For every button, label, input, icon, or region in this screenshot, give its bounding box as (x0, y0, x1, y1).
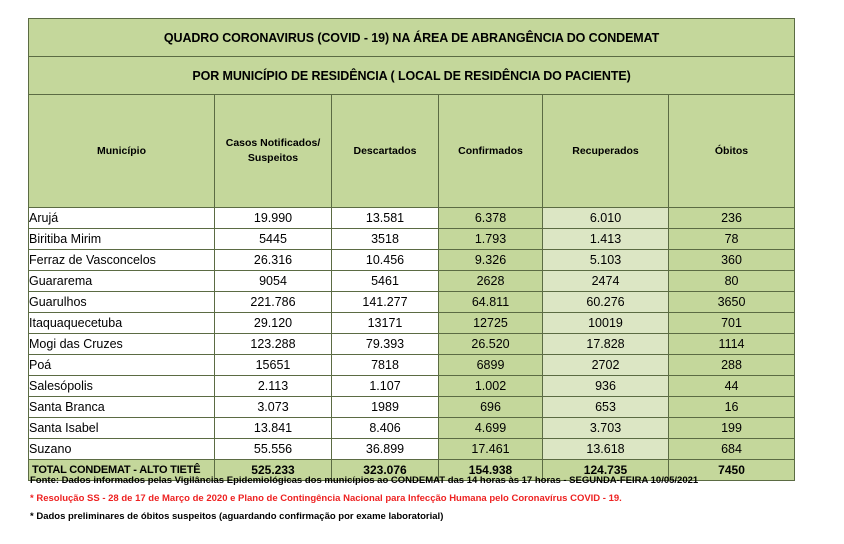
covid-report (28, 18, 794, 481)
total-confirmados: 154.938 (439, 460, 543, 481)
cell-recuperados: 2702 (543, 355, 669, 376)
column-header-confirmados: Confirmados (439, 95, 543, 208)
cell-descartados: 7818 (332, 355, 439, 376)
report-title-line-1: QUADRO CORONAVIRUS (COVID - 19) NA ÁREA DE ABRANGÊNCIA DO CONDEMAT (29, 19, 795, 57)
cell-recuperados: 2474 (543, 271, 669, 292)
cell-recuperados: 13.618 (543, 439, 669, 460)
title-row-2 (29, 57, 795, 95)
total-label: TOTAL CONDEMAT - ALTO TIETÊ (29, 460, 215, 481)
cell-confirmados: 4.699 (439, 418, 543, 439)
table-row (29, 229, 795, 250)
table-row (29, 271, 795, 292)
cell-obitos: 288 (669, 355, 795, 376)
table-row (29, 334, 795, 355)
cell-confirmados: 64.811 (439, 292, 543, 313)
cell-obitos: 684 (669, 439, 795, 460)
footnote-preliminary: * Dados preliminares de óbitos suspeitos (aguardando confirmação por exame laboratorial) (30, 511, 444, 522)
cell-confirmados: 17.461 (439, 439, 543, 460)
cell-municipio: Santa Isabel (29, 418, 215, 439)
cell-obitos: 3650 (669, 292, 795, 313)
cell-recuperados: 5.103 (543, 250, 669, 271)
cell-municipio: Biritiba Mirim (29, 229, 215, 250)
covid-table (28, 18, 795, 481)
cell-municipio: Guararema (29, 271, 215, 292)
cell-descartados: 79.393 (332, 334, 439, 355)
cell-confirmados: 1.793 (439, 229, 543, 250)
column-header-casos-line-2: Suspeitos (247, 152, 299, 164)
cell-recuperados: 6.010 (543, 208, 669, 229)
cell-casos: 3.073 (215, 397, 332, 418)
cell-confirmados: 12725 (439, 313, 543, 334)
cell-obitos: 78 (669, 229, 795, 250)
cell-descartados: 10.456 (332, 250, 439, 271)
cell-casos: 19.990 (215, 208, 332, 229)
cell-municipio: Itaquaquecetuba (29, 313, 215, 334)
cell-descartados: 13.581 (332, 208, 439, 229)
cell-obitos: 701 (669, 313, 795, 334)
cell-municipio: Mogi das Cruzes (29, 334, 215, 355)
cell-casos: 2.113 (215, 376, 332, 397)
table-row (29, 397, 795, 418)
cell-casos: 55.556 (215, 439, 332, 460)
cell-recuperados: 10019 (543, 313, 669, 334)
cell-confirmados: 696 (439, 397, 543, 418)
cell-municipio: Suzano (29, 439, 215, 460)
cell-confirmados: 9.326 (439, 250, 543, 271)
cell-obitos: 360 (669, 250, 795, 271)
cell-descartados: 1989 (332, 397, 439, 418)
column-header-recuperados: Recuperados (543, 95, 669, 208)
cell-descartados: 141.277 (332, 292, 439, 313)
table-row (29, 355, 795, 376)
column-header-casos-notificados (215, 95, 332, 208)
column-header-casos-line-1: Casos Notificados/ (225, 137, 321, 149)
cell-recuperados: 1.413 (543, 229, 669, 250)
cell-casos: 26.316 (215, 250, 332, 271)
cell-confirmados: 26.520 (439, 334, 543, 355)
cell-recuperados: 3.703 (543, 418, 669, 439)
cell-casos: 15651 (215, 355, 332, 376)
total-recuperados: 124.735 (543, 460, 669, 481)
cell-casos: 123.288 (215, 334, 332, 355)
table-row (29, 313, 795, 334)
footnote-resolution: * Resolução SS - 28 de 17 de Março de 2020 e Plano de Contingência Nacional para Infecção Humana pelo Coronavírus COVID - 19. (30, 493, 622, 504)
cell-obitos: 199 (669, 418, 795, 439)
total-casos: 525.233 (215, 460, 332, 481)
cell-casos: 13.841 (215, 418, 332, 439)
cell-municipio: Guarulhos (29, 292, 215, 313)
footnotes (30, 472, 820, 525)
cell-confirmados: 6.378 (439, 208, 543, 229)
cell-obitos: 1114 (669, 334, 795, 355)
cell-recuperados: 17.828 (543, 334, 669, 355)
total-obitos: 7450 (669, 460, 795, 481)
cell-casos: 29.120 (215, 313, 332, 334)
table-row (29, 208, 795, 229)
cell-obitos: 236 (669, 208, 795, 229)
cell-casos: 5445 (215, 229, 332, 250)
column-header-row (29, 95, 795, 208)
column-header-descartados: Descartados (332, 95, 439, 208)
cell-descartados: 1.107 (332, 376, 439, 397)
cell-descartados: 36.899 (332, 439, 439, 460)
table-row (29, 292, 795, 313)
title-row-1 (29, 19, 795, 57)
cell-casos: 9054 (215, 271, 332, 292)
cell-municipio: Arujá (29, 208, 215, 229)
cell-obitos: 44 (669, 376, 795, 397)
cell-municipio: Salesópolis (29, 376, 215, 397)
total-descartados: 323.076 (332, 460, 439, 481)
cell-casos: 221.786 (215, 292, 332, 313)
cell-confirmados: 2628 (439, 271, 543, 292)
table-row (29, 376, 795, 397)
cell-obitos: 80 (669, 271, 795, 292)
cell-descartados: 5461 (332, 271, 439, 292)
table-row (29, 250, 795, 271)
cell-recuperados: 653 (543, 397, 669, 418)
cell-obitos: 16 (669, 397, 795, 418)
cell-recuperados: 60.276 (543, 292, 669, 313)
cell-confirmados: 1.002 (439, 376, 543, 397)
report-title-line-2: POR MUNICÍPIO DE RESIDÊNCIA ( LOCAL DE RESIDÊNCIA DO PACIENTE) (29, 57, 795, 95)
column-header-obitos: Óbitos (669, 95, 795, 208)
cell-confirmados: 6899 (439, 355, 543, 376)
table-row (29, 439, 795, 460)
cell-recuperados: 936 (543, 376, 669, 397)
footnote-source: Fonte: Dados informados pelas Vigilâncias Epidemiológicas dos municípios ao CONDEMAT das 14 horas às 17 horas - SEGUNDA-FEIRA 10/05/2021 (30, 475, 699, 486)
cell-municipio: Ferraz de Vasconcelos (29, 250, 215, 271)
cell-descartados: 8.406 (332, 418, 439, 439)
table-row (29, 418, 795, 439)
cell-descartados: 3518 (332, 229, 439, 250)
cell-descartados: 13171 (332, 313, 439, 334)
column-header-municipio: Município (29, 95, 215, 208)
cell-municipio: Santa Branca (29, 397, 215, 418)
cell-municipio: Poá (29, 355, 215, 376)
